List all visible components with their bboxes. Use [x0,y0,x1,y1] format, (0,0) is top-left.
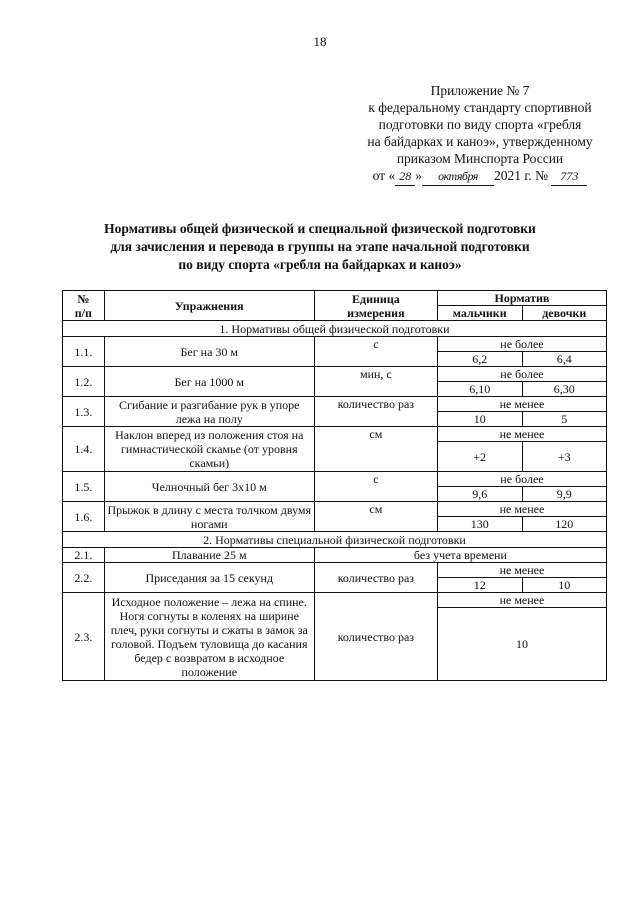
order-year: 2021 г. № [493,168,548,183]
annex-title: Приложение № 7 [430,83,530,98]
row-unit: количество раз [314,593,437,681]
row-boys-value: 9,6 [437,487,522,502]
order-date-mid: » [415,168,422,183]
row-num: 1.3. [63,397,105,427]
row-num: 2.1. [63,548,105,563]
row-girls-value: 10 [522,578,607,593]
document-title [60,220,580,274]
row-condition: не менее [437,593,606,608]
row-exercise: Бег на 1000 м [104,367,314,397]
section-special: 2. Нормативы специальной физической подготовки [63,532,607,548]
header-num: № п/п [63,291,105,321]
row-num: 1.1. [63,337,105,367]
row-girls-value: 6,30 [522,382,607,397]
row-girls-value: 6,4 [522,352,607,367]
annex-line: на байдарках и каноэ», утвержденному [367,134,593,149]
header-girls: девочки [522,306,607,321]
row-exercise: Исходное положение – лежа на спине. Ногя согнуты в коленях на ширине плеч, руки согнуты и сжаты в замок за головой. Подъем туловища до касания бедер с возвратом в исходное положение [104,593,314,681]
row-num: 1.4. [63,427,105,472]
row-boys-value: 6,10 [437,382,522,397]
row-exercise: Наклон вперед из положения стоя на гимнастической скамье (от уровня скамьи) [104,427,314,472]
row-exercise: Плавание 25 м [104,548,314,563]
annex-block [340,82,620,186]
row-unit: количество раз [314,397,437,427]
row-girls-value: 5 [522,412,607,427]
row-exercise: Челночный бег 3х10 м [104,472,314,502]
row-condition: не более [437,367,606,382]
row-condition: не более [437,472,606,487]
row-num: 2.2. [63,563,105,593]
title-line: по виду спорта «гребля на байдарках и каноэ» [178,257,462,272]
row-num: 1.6. [63,502,105,532]
row-exercise: Сгибание и разгибание рук в упоре лежа на полу [104,397,314,427]
row-exercise: Бег на 30 м [104,337,314,367]
annex-line: приказом Минспорта России [396,151,564,166]
row-num: 2.3. [63,593,105,681]
row-boys-value: 10 [437,412,522,427]
row-num: 1.2. [63,367,105,397]
row-condition: не менее [437,397,606,412]
handwritten-day: 28 [395,168,415,186]
row-boys-value: 6,2 [437,352,522,367]
row-boys-value: 130 [437,517,522,532]
handwritten-order-number: 773 [551,168,587,186]
header-boys: мальчики [437,306,522,321]
title-line: Нормативы общей физической и специальной физической подготовки [104,221,536,236]
annex-line: подготовки по виду спорта «гребля [378,117,582,132]
annex-line: к федеральному стандарту спортивной [368,100,592,115]
header-norm: Норматив [437,291,606,306]
row-unit: с [314,472,437,502]
norms-table [62,290,607,681]
order-date-line [340,167,620,186]
row-value: без учета времени [314,548,606,563]
row-condition: не менее [437,563,606,578]
row-girls-value: 120 [522,517,607,532]
row-condition: не менее [437,427,606,442]
row-exercise: Прыжок в длину с места толчком двумя ногами [104,502,314,532]
title-line: для зачисления и перевода в группы на этапе начальной подготовки [110,239,530,254]
row-unit: см [314,502,437,532]
row-condition: не менее [437,502,606,517]
section-general: 1. Нормативы общей физической подготовки [63,321,607,337]
row-unit: см [314,427,437,472]
row-unit: количество раз [314,563,437,593]
page-number: 18 [313,34,327,49]
header-unit: Единица измерения [314,291,437,321]
order-date-prefix: от « [372,168,396,183]
row-girls-value: 9,9 [522,487,607,502]
row-unit: мин, с [314,367,437,397]
row-condition: не более [437,337,606,352]
handwritten-month: октября [422,168,494,186]
row-boys-value: 12 [437,578,522,593]
row-exercise: Приседания за 15 секунд [104,563,314,593]
row-girls-value: +3 [522,442,607,472]
row-unit: с [314,337,437,367]
row-num: 1.5. [63,472,105,502]
row-boys-value: +2 [437,442,522,472]
row-value: 10 [437,608,606,681]
header-exercise: Упражнения [104,291,314,321]
